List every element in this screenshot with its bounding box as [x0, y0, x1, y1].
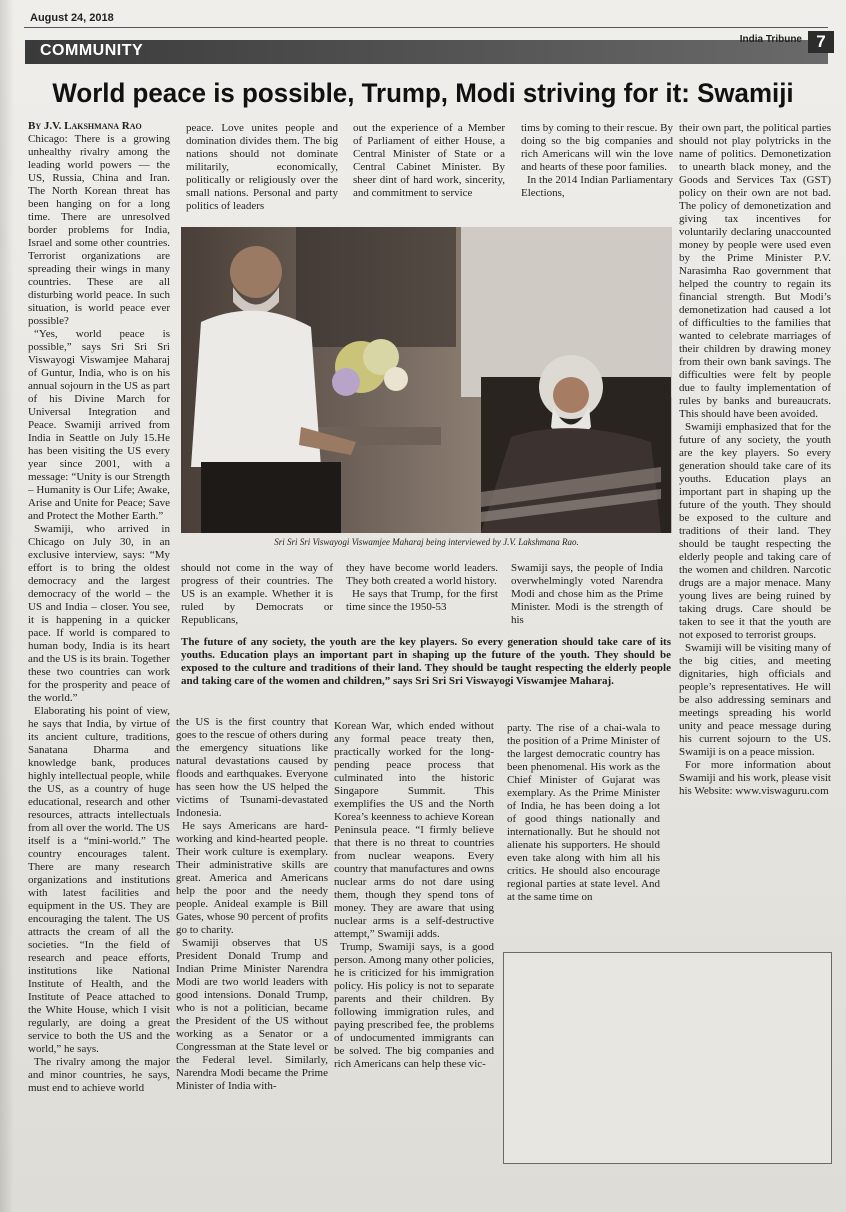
pull-quote: The future of any society, the youth are the key players. So every generation should take care of its youths. Education plays an important part in shaping up the future of the youth. They should be exposed to the culture and traditions of their land. They should be taught respecting the elderly people and taking care of the women and children,” says Sri Sri Sri Viswayogi Viswamjee Maharaj.	[181, 636, 671, 687]
paragraph: “Yes, world peace is possible,” says Sri Sri Sri Viswayogi Viswamjee Maharaj of Guntur, India, who is on his annual sojourn in the US as part of his Divine March for Universal Integration and Peace. Swamiji arrived from India in Seattle on July 15.He has been visiting the US every year since 2001, with a message: “Unity is our Strength – Humanity is Our Life; Awake, Arise and Unite for Peace; Save and Protect the Mother Earth.”	[28, 328, 170, 522]
paragraph: out the experience of a Member of Parliament of either House, a Central Minister of State or a Central Cabinet Minister. By sheer dint of hard work, sincerity, and commitment to service	[353, 122, 505, 199]
column-2-mid	[181, 562, 333, 632]
paragraph: Swamiji says, the people of India overwhelmingly voted Narendra Modi and chose him as the Prime Minister. Modi is the strength of his	[511, 562, 663, 626]
issue-date: August 24, 2018	[30, 12, 114, 24]
paragraph: He says that Trump, for the first time since the 1950-53	[346, 588, 498, 613]
byline: By J.V. Lakshmana Rao	[28, 120, 142, 132]
section-label: COMMUNITY	[40, 42, 144, 59]
paragraph: party. The rise of a chai-wala to the position of a Prime Minister of the largest democratic country has been phenomenal. His work as the Chief Minister of Gujarat was exemplary. As the Prime Minister of India, he has been doing a lot of good things nationally and internationally. But he should not alienate his supporters. He should even take along with him all his critics. He should also encourage regional parties at state level. And at the same time on	[507, 722, 660, 903]
empty-ad-box	[503, 952, 832, 1164]
column-4-top	[521, 122, 673, 224]
top-rule	[24, 27, 828, 28]
column-5	[679, 122, 831, 952]
column-3-top	[353, 122, 505, 224]
column-2-bottom	[176, 716, 328, 1156]
paragraph: In the 2014 Indian Parliamentary Elections,	[521, 174, 673, 199]
paragraph: Elaborating his point of view, he says that India, by virtue of its ancient culture, traditions, Sanatana Dharma and knowledge bank, produces highly intellectual people, while the US, as a country of huge educational, research and other resources, attracts intellectuals from all over the world. The US itself is a “mini-world.” The country encourages talent. There are many research organizations and institutions with latest facilities and equipment in the US. They are encouraging the talent. The US attracts the cream of all the societies. “In the field of research and peace efforts, institutions like National Institute of Health, and the Institute of Peace attached to the White House, which I visit regularly, are doing a great service to both the US and the world,” he says.	[28, 705, 170, 1055]
publication-name: India Tribune	[739, 34, 802, 45]
paragraph: their own part, the political parties should not play polytricks in the name of politics. Demonetization to unearth black money, and the Goods and Services Tax (GST) policy on their own are not bad. The policy of demonetization and giving tax incentives for voluntarily declaring unaccounted money by people were used even by the Prime Minister P.V. Narasimha Rao government that helped the country to regain its financial strength. But Modi’s demonetization had caused a lot of difficulties to the families that wanted to celebrate marriages of their children by drawing money from their own bank savings. The difficulties were felt by people due to faulty implementation of rules by banks and bureaucrats. This should have been avoided.	[679, 122, 831, 420]
paragraph: The rivalry among the major and minor countries, he says, must end to achieve world	[28, 1056, 170, 1094]
interview-photo	[181, 227, 672, 533]
paragraph: He says Americans are hard-working and kind-hearted people. Their work culture is exemplary. Their administrative skills are great. America and Americans help the poor and the needy people. Anideal example is Bill Gates, whose 90 percent of profits go to charity.	[176, 820, 328, 936]
column-3-mid	[346, 562, 498, 632]
photo-caption: Sri Sri Sri Viswayogi Viswamjee Maharaj being interviewed by J.V. Lakshmana Rao.	[274, 537, 579, 547]
column-3-bottom	[334, 720, 494, 1160]
paragraph: the US is the first country that goes to the rescue of others during the emergency situations like natural devastations caused by floods and earthquakes. Everyone has seen how the US helped the victims of Tsunami-devastated Indonesia.	[176, 716, 328, 819]
article-headline: World peace is possible, Trump, Modi striving for it: Swamiji	[52, 78, 794, 108]
paragraph: For more information about Swamiji and his work, please visit his Website: www.viswaguru.com	[679, 759, 831, 797]
page-number: 7	[808, 31, 834, 53]
paragraph: Korean War, which ended without any formal peace treaty then, practically worked for the long-pending peace process that culminated into the historic Singapore Summit. This exemplifies the US and the North Korea’s keenness to achieve Korean Peninsula peace. “I firmly believe that there is no threat to countries from nuclear weapons. Every country that manufactures and owns nuclear arms do not dare using them, though they spend tons of money. They are aware that using nuclear arms is a self-destructive attempt,” Swamiji adds.	[334, 720, 494, 940]
paragraph: tims by coming to their rescue. By doing so the big companies and rich Americans will win the love and hearts of these poor families.	[521, 122, 673, 173]
paragraph: they have become world leaders. They both created a world history.	[346, 562, 498, 587]
paragraph: Swamiji emphasized that for the future of any society, the youth are the key players. So every generation should take care of its youths. Education plays an important part in shaping up the future of the youth. They should be exposed to the culture and traditions of their land. They should be taught respecting the elderly people and taking care of the women and children. Narcotic drugs are a major menace. Many young lives are being ruined by taking drugs. Care should be taken to see it that the youth are not exposed to terrorist groups.	[679, 421, 831, 641]
paragraph: Swamiji observes that US President Donald Trump and Indian Prime Minister Narendra Modi are two world leaders with good intensions. Donald Trump, who is not a politician, became the President of the US without working as a Senator or a Congressman at the State level or the Federal level. Similarly, Narendra Modi became the Prime Minister of India with-	[176, 937, 328, 1092]
column-4-bottom	[507, 722, 660, 942]
paragraph: Swamiji will be visiting many of the big cities, and meeting dignitaries, high officials and people’s representatives. He will be also addressing seminars and meetings spreading his world unity and peace message during his current sojourn to the US. Swamiji is on a peace mission.	[679, 642, 831, 758]
paragraph: peace. Love unites people and domination divides them. The big nations should not dominate militarily, economically, politically or religiously over the small nations. Personal and party politics of leaders	[186, 122, 338, 212]
paragraph: Swamiji, who arrived in Chicago on July 30, in an exclusive interview, says: “My effort is to bring the oldest democracy and the largest democracy of the world – the US and India – closer. You see, it is happening in a quicker pace. If world is compared to human body, India is its heart and the US is its brain. Together these two countries can work for the prosperity and peace of the world.”	[28, 523, 170, 704]
section-bar	[25, 40, 828, 64]
page-shadow	[0, 0, 14, 1212]
column-2-top	[186, 122, 338, 224]
paragraph: Trump, Swamiji says, is a good person. Among many other policies, he is criticized for his immigration policy. His policy is not to separate parents and their children. By following immigration rules, and paying prescribed fee, the problems of undocumented immigrants can be solved. The big companies and rich Americans can help these vic-	[334, 941, 494, 1070]
paragraph: should not come in the way of progress of their countries. The US is an example. Whether it is ruled by Democrats or Republicans,	[181, 562, 333, 626]
column-4-mid	[511, 562, 663, 632]
paragraph: Chicago: There is a growing unhealthy rivalry among the leading world powers — the US, Russia, China and Iran. The North Korean threat has been hanging on for a long time. There are unresolved border problems for India, Israel and some other countries. Terrorist organizations are spreading their wings in many countries. These are all disturbing world peace. In such situation, is world peace ever possible?	[28, 133, 170, 327]
photo-illustration	[181, 227, 672, 533]
column-1	[28, 120, 170, 1150]
